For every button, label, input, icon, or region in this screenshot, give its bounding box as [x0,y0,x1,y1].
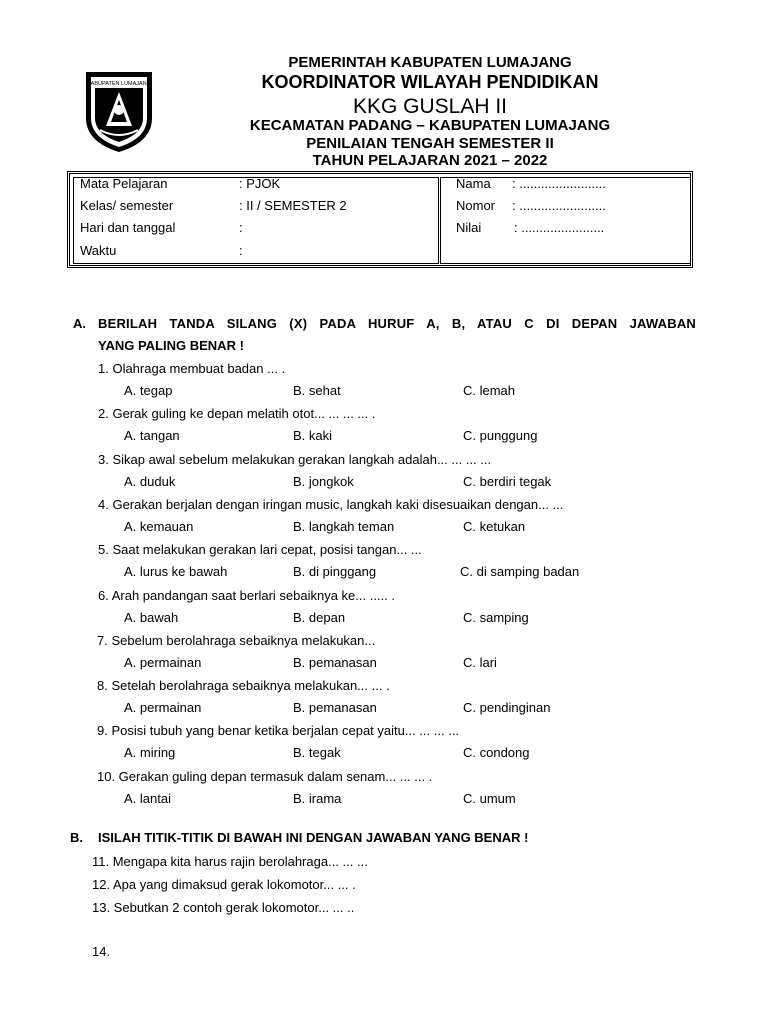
option-b[interactable]: B. kaki [293,428,333,443]
nama-label: Nama [456,176,491,191]
section-a-title-cont: YANG PALING BENAR ! [98,338,244,353]
option-a[interactable]: A. duduk [124,474,176,489]
kabupaten-lumajang-emblem [82,66,156,154]
option-b[interactable]: B. depan [293,610,346,625]
nomor-field[interactable]: : ........................ [512,198,606,213]
hari-label: Hari dan tanggal [80,220,176,235]
option-c[interactable]: C. di samping badan [460,564,580,579]
nilai-label: Nilai [456,220,482,235]
question-text: 3. Sikap awal sebelum melakukan gerakan langkah adalah... ... ... ... [98,452,492,467]
option-a[interactable]: A. tangan [124,428,180,443]
option-c[interactable]: C. umum [463,791,516,806]
question-text: 6. Arah pandangan saat berlari sebaiknya ke... ..... . [98,588,396,603]
option-a[interactable]: A. permainan [124,700,202,715]
option-a[interactable]: A. tegap [124,383,173,398]
header-kkg: KKG GUSLAH II [352,95,508,118]
question-text: 4. Gerakan berjalan dengan iringan music, langkah kaki disesuaikan dengan... ... [98,497,564,512]
header-school-year: TAHUN PELAJARAN 2021 – 2022 [312,152,548,169]
option-a[interactable]: A. lurus ke bawah [124,564,228,579]
option-c[interactable]: C. pendinginan [463,700,551,715]
option-b[interactable]: B. sehat [293,383,341,398]
mapel-label: Mata Pelajaran [80,176,168,191]
option-c[interactable]: C. punggung [463,428,538,443]
essay-question: 11. Mengapa kita harus rajin berolahraga... ... ... [92,854,368,869]
essay-question: 12. Apa yang dimaksud gerak lokomotor... ... . [92,877,356,892]
waktu-value: : [239,243,243,258]
section-a-letter: A. [73,316,86,331]
option-c[interactable]: C. ketukan [463,519,526,534]
section-b-title: ISILAH TITIK-TITIK DI BAWAH INI DENGAN JAWABAN YANG BENAR ! [98,830,529,845]
question-text: 9. Posisi tubuh yang benar ketika berjalan cepat yaitu... ... ... ... [97,723,460,738]
option-b[interactable]: B. tegak [293,745,341,760]
essay-question: 14. [92,944,111,959]
option-a[interactable]: A. bawah [124,610,179,625]
question-text: 10. Gerakan guling depan termasuk dalam senam... ... ... . [97,769,433,784]
option-c[interactable]: C. samping [463,610,529,625]
section-a-title: BERILAH TANDA SILANG (X) PADA HURUF A, B, ATAU C DI DEPAN JAWABAN [98,316,696,331]
kelas-label: Kelas/ semester [80,198,174,213]
option-c[interactable]: C. berdiri tegak [463,474,552,489]
option-b[interactable]: B. irama [293,791,342,806]
option-c[interactable]: C. lemah [463,383,516,398]
nilai-field[interactable]: : ....................... [514,220,605,235]
nama-field[interactable]: : ........................ [512,176,606,191]
svg-text:KABUPATEN LUMAJANG: KABUPATEN LUMAJANG [87,81,151,87]
option-c[interactable]: C. condong [463,745,530,760]
question-text: 2. Gerak guling ke depan melatih otot... ... ... ... . [98,406,376,421]
option-b[interactable]: B. pemanasan [293,700,377,715]
waktu-label: Waktu [80,243,117,258]
question-text: 5. Saat melakukan gerakan lari cepat, posisi tangan... ... [98,542,422,557]
option-b[interactable]: B. jongkok [293,474,354,489]
hari-value: : [239,220,243,235]
question-text: 8. Setelah berolahraga sebaiknya melakukan... ... . [97,678,390,693]
option-a[interactable]: A. lantai [124,791,171,806]
mapel-value: : PJOK [239,176,281,191]
essay-question: 13. Sebutkan 2 contoh gerak lokomotor... ... .. [92,900,355,915]
nomor-label: Nomor [456,198,496,213]
header-district: KECAMATAN PADANG – KABUPATEN LUMAJANG [249,117,611,134]
option-c[interactable]: C. lari [463,655,497,670]
option-a[interactable]: A. miring [124,745,176,760]
option-a[interactable]: A. permainan [124,655,202,670]
kelas-value: : II / SEMESTER 2 [239,198,347,213]
section-b-letter: B. [70,830,83,845]
header-government: PEMERINTAH KABUPATEN LUMAJANG [288,54,572,71]
option-b[interactable]: B. pemanasan [293,655,377,670]
option-b[interactable]: B. di pinggang [293,564,377,579]
question-text: 1. Olahraga membuat badan ... . [98,361,286,376]
header-exam-title: PENILAIAN TENGAH SEMESTER II [306,135,554,152]
option-a[interactable]: A. kemauan [124,519,194,534]
question-text: 7. Sebelum berolahraga sebaiknya melakukan... [97,633,376,648]
option-b[interactable]: B. langkah teman [293,519,395,534]
header-coordinator: KOORDINATOR WILAYAH PENDIDIKAN [261,72,599,92]
